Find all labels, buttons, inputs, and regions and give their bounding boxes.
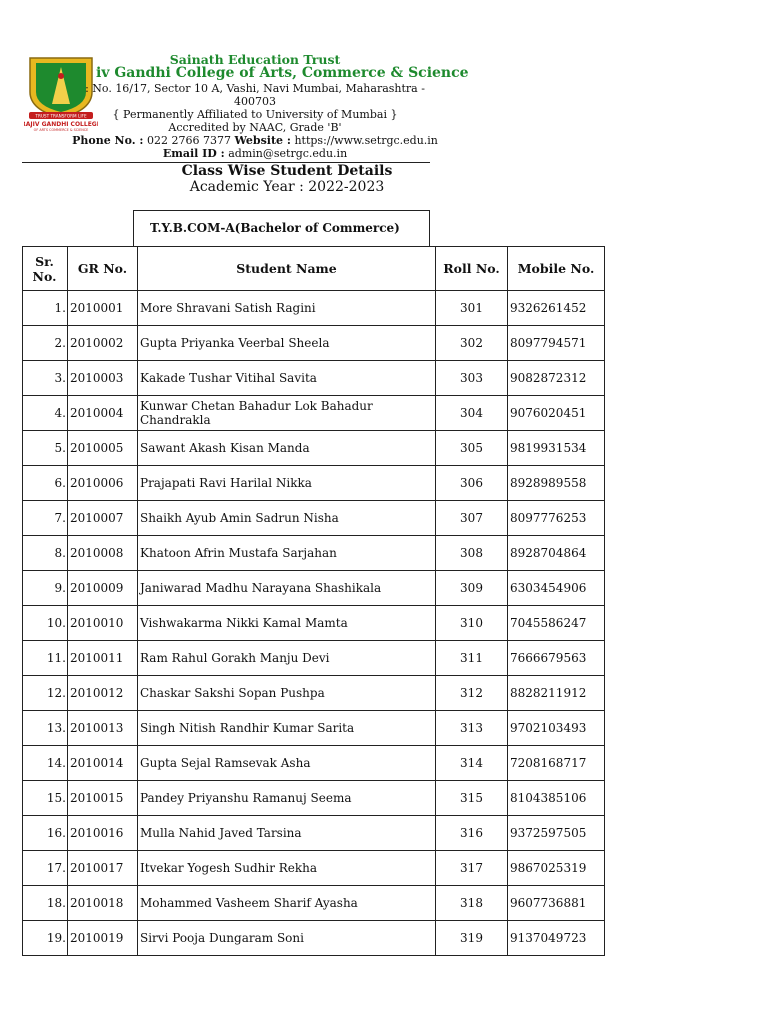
table-row <box>23 816 605 851</box>
sr-no-cell: 8. <box>23 536 68 571</box>
sr-no-cell: 4. <box>23 396 68 431</box>
student-name-cell: Gupta Priyanka Veerbal Sheela <box>138 326 436 361</box>
table-row <box>23 711 605 746</box>
gr-no-cell: 2010016 <box>68 816 138 851</box>
roll-no-cell: 301 <box>436 291 508 326</box>
mobile-no-cell: 9082872312 <box>508 361 605 396</box>
sr-no-cell: 15. <box>23 781 68 816</box>
phone-label: Phone No. : <box>72 134 144 147</box>
student-name-cell: Shaikh Ayub Amin Sadrun Nisha <box>138 501 436 536</box>
roll-no-cell: 309 <box>436 571 508 606</box>
accreditation: Accredited by NAAC, Grade 'B' <box>168 121 342 134</box>
gr-no-cell: 2010018 <box>68 886 138 921</box>
student-name-cell: More Shravani Satish Ragini <box>138 291 436 326</box>
roll-no-cell: 303 <box>436 361 508 396</box>
trust-name: Sainath Education Trust <box>169 52 341 67</box>
roll-no-cell: 307 <box>436 501 508 536</box>
gr-no-cell: 2010009 <box>68 571 138 606</box>
mobile-no-cell: 7666679563 <box>508 641 605 676</box>
table-row <box>23 851 605 886</box>
table-header-row <box>23 247 605 291</box>
mobile-no-cell: 9137049723 <box>508 921 605 956</box>
sr-no-cell: 2. <box>23 326 68 361</box>
student-name-cell: Kunwar Chetan Bahadur Lok Bahadur Chandrakla <box>138 396 436 431</box>
gr-no-cell: 2010004 <box>68 396 138 431</box>
gr-no-cell: 2010007 <box>68 501 138 536</box>
sr-no-cell: 5. <box>23 431 68 466</box>
table-row <box>23 606 605 641</box>
mobile-no-cell: 8928704864 <box>508 536 605 571</box>
sr-no-cell: 1. <box>23 291 68 326</box>
report-title: Class Wise Student Details <box>181 163 393 179</box>
contact-line <box>60 134 450 147</box>
col-header-roll: Roll No. <box>436 247 508 291</box>
mobile-no-cell: 9326261452 <box>508 291 605 326</box>
mobile-no-cell: 9819931534 <box>508 431 605 466</box>
roll-no-cell: 306 <box>436 466 508 501</box>
table-row <box>23 886 605 921</box>
roll-no-cell: 308 <box>436 536 508 571</box>
table-row <box>23 746 605 781</box>
table-row <box>23 921 605 956</box>
table-row <box>23 326 605 361</box>
student-name-cell: Singh Nitish Randhir Kumar Sarita <box>138 711 436 746</box>
student-table <box>22 246 605 956</box>
sr-no-cell: 11. <box>23 641 68 676</box>
logo-motto: TRUST TRANSFORM LIFE <box>35 113 87 119</box>
roll-no-cell: 317 <box>436 851 508 886</box>
gr-no-cell: 2010005 <box>68 431 138 466</box>
student-name-cell: Kakade Tushar Vitihal Savita <box>138 361 436 396</box>
gr-no-cell: 2010014 <box>68 746 138 781</box>
student-name-cell: Vishwakarma Nikki Kamal Mamta <box>138 606 436 641</box>
affiliation: { Permanently Affiliated to University of Mumbai } <box>112 108 398 121</box>
table-row <box>23 466 605 501</box>
email-line <box>60 147 450 160</box>
roll-no-cell: 316 <box>436 816 508 851</box>
gr-no-cell: 2010013 <box>68 711 138 746</box>
roll-no-cell: 302 <box>436 326 508 361</box>
roll-no-cell: 312 <box>436 676 508 711</box>
college-name: iv Gandhi College of Arts, Commerce & Science <box>96 65 469 81</box>
sr-no-cell: 19. <box>23 921 68 956</box>
student-name-cell: Janiwarad Madhu Narayana Shashikala <box>138 571 436 606</box>
student-name-cell: Khatoon Afrin Mustafa Sarjahan <box>138 536 436 571</box>
gr-no-cell: 2010002 <box>68 326 138 361</box>
sr-no-cell: 3. <box>23 361 68 396</box>
roll-no-cell: 315 <box>436 781 508 816</box>
email-label: Email ID : <box>162 147 225 160</box>
gr-no-cell: 2010010 <box>68 606 138 641</box>
mobile-no-cell: 9702103493 <box>508 711 605 746</box>
gr-no-cell: 2010008 <box>68 536 138 571</box>
student-name-cell: Mohammed Vasheem Sharif Ayasha <box>138 886 436 921</box>
logo-name: RAJIV GANDHI COLLEGE <box>24 121 98 128</box>
sr-no-cell: 14. <box>23 746 68 781</box>
student-name-cell: Gupta Sejal Ramsevak Asha <box>138 746 436 781</box>
gr-no-cell: 2010019 <box>68 921 138 956</box>
student-name-cell: Ram Rahul Gorakh Manju Devi <box>138 641 436 676</box>
table-row <box>23 361 605 396</box>
sr-no-cell: 13. <box>23 711 68 746</box>
mobile-no-cell: 8104385106 <box>508 781 605 816</box>
mobile-no-cell: 9867025319 <box>508 851 605 886</box>
table-row <box>23 676 605 711</box>
roll-no-cell: 304 <box>436 396 508 431</box>
roll-no-cell: 311 <box>436 641 508 676</box>
table-row <box>23 571 605 606</box>
mobile-no-cell: 6303454906 <box>508 571 605 606</box>
sr-no-cell: 18. <box>23 886 68 921</box>
address-line-1: : No. 16/17, Sector 10 A, Vashi, Navi Mumbai, Maharashtra - <box>85 82 425 95</box>
table-row <box>23 501 605 536</box>
logo-subtitle: OF ARTS COMMERCE & SCIENCE <box>33 128 89 132</box>
roll-no-cell: 319 <box>436 921 508 956</box>
mobile-no-cell: 9607736881 <box>508 886 605 921</box>
table-row <box>23 291 605 326</box>
mobile-no-cell: 9372597505 <box>508 816 605 851</box>
sr-no-cell: 6. <box>23 466 68 501</box>
student-name-cell: Sirvi Pooja Dungaram Soni <box>138 921 436 956</box>
col-header-sr: Sr. No. <box>23 247 68 291</box>
gr-no-cell: 2010006 <box>68 466 138 501</box>
student-name-cell: Mulla Nahid Javed Tarsina <box>138 816 436 851</box>
email-link[interactable]: admin@setrgc.edu.in <box>228 147 348 160</box>
gr-no-cell: 2010003 <box>68 361 138 396</box>
gr-no-cell: 2010012 <box>68 676 138 711</box>
col-header-gr: GR No. <box>68 247 138 291</box>
mobile-no-cell: 8828211912 <box>508 676 605 711</box>
col-header-mobile: Mobile No. <box>508 247 605 291</box>
website-link[interactable]: https://www.setrgc.edu.in <box>294 134 438 147</box>
sr-no-cell: 12. <box>23 676 68 711</box>
gr-no-cell: 2010015 <box>68 781 138 816</box>
col-header-name: Student Name <box>138 247 436 291</box>
student-name-cell: Prajapati Ravi Harilal Nikka <box>138 466 436 501</box>
student-name-cell: Chaskar Sakshi Sopan Pushpa <box>138 676 436 711</box>
roll-no-cell: 313 <box>436 711 508 746</box>
sr-no-cell: 10. <box>23 606 68 641</box>
website-label: Website : <box>234 134 291 147</box>
address-line-2: 400703 <box>234 95 276 108</box>
sr-no-cell: 9. <box>23 571 68 606</box>
table-row <box>23 641 605 676</box>
table-row <box>23 781 605 816</box>
college-address <box>60 82 450 108</box>
sr-no-cell: 7. <box>23 501 68 536</box>
sr-no-cell: 17. <box>23 851 68 886</box>
student-name-cell: Itvekar Yogesh Sudhir Rekha <box>138 851 436 886</box>
roll-no-cell: 305 <box>436 431 508 466</box>
table-row <box>23 431 605 466</box>
sr-no-cell: 16. <box>23 816 68 851</box>
phone-value: 022 2766 7377 <box>146 134 231 147</box>
student-name-cell: Sawant Akash Kisan Manda <box>138 431 436 466</box>
mobile-no-cell: 9076020451 <box>508 396 605 431</box>
table-row <box>23 396 605 431</box>
student-name-cell: Pandey Priyanshu Ramanuj Seema <box>138 781 436 816</box>
roll-no-cell: 314 <box>436 746 508 781</box>
mobile-no-cell: 7208168717 <box>508 746 605 781</box>
table-row <box>23 536 605 571</box>
roll-no-cell: 318 <box>436 886 508 921</box>
gr-no-cell: 2010017 <box>68 851 138 886</box>
gr-no-cell: 2010001 <box>68 291 138 326</box>
mobile-no-cell: 8097776253 <box>508 501 605 536</box>
academic-year: Academic Year : 2022-2023 <box>189 179 385 195</box>
gr-no-cell: 2010011 <box>68 641 138 676</box>
mobile-no-cell: 8097794571 <box>508 326 605 361</box>
class-name: T.Y.B.COM-A(Bachelor of Commerce) <box>133 210 430 246</box>
mobile-no-cell: 8928989558 <box>508 466 605 501</box>
roll-no-cell: 310 <box>436 606 508 641</box>
mobile-no-cell: 7045586247 <box>508 606 605 641</box>
